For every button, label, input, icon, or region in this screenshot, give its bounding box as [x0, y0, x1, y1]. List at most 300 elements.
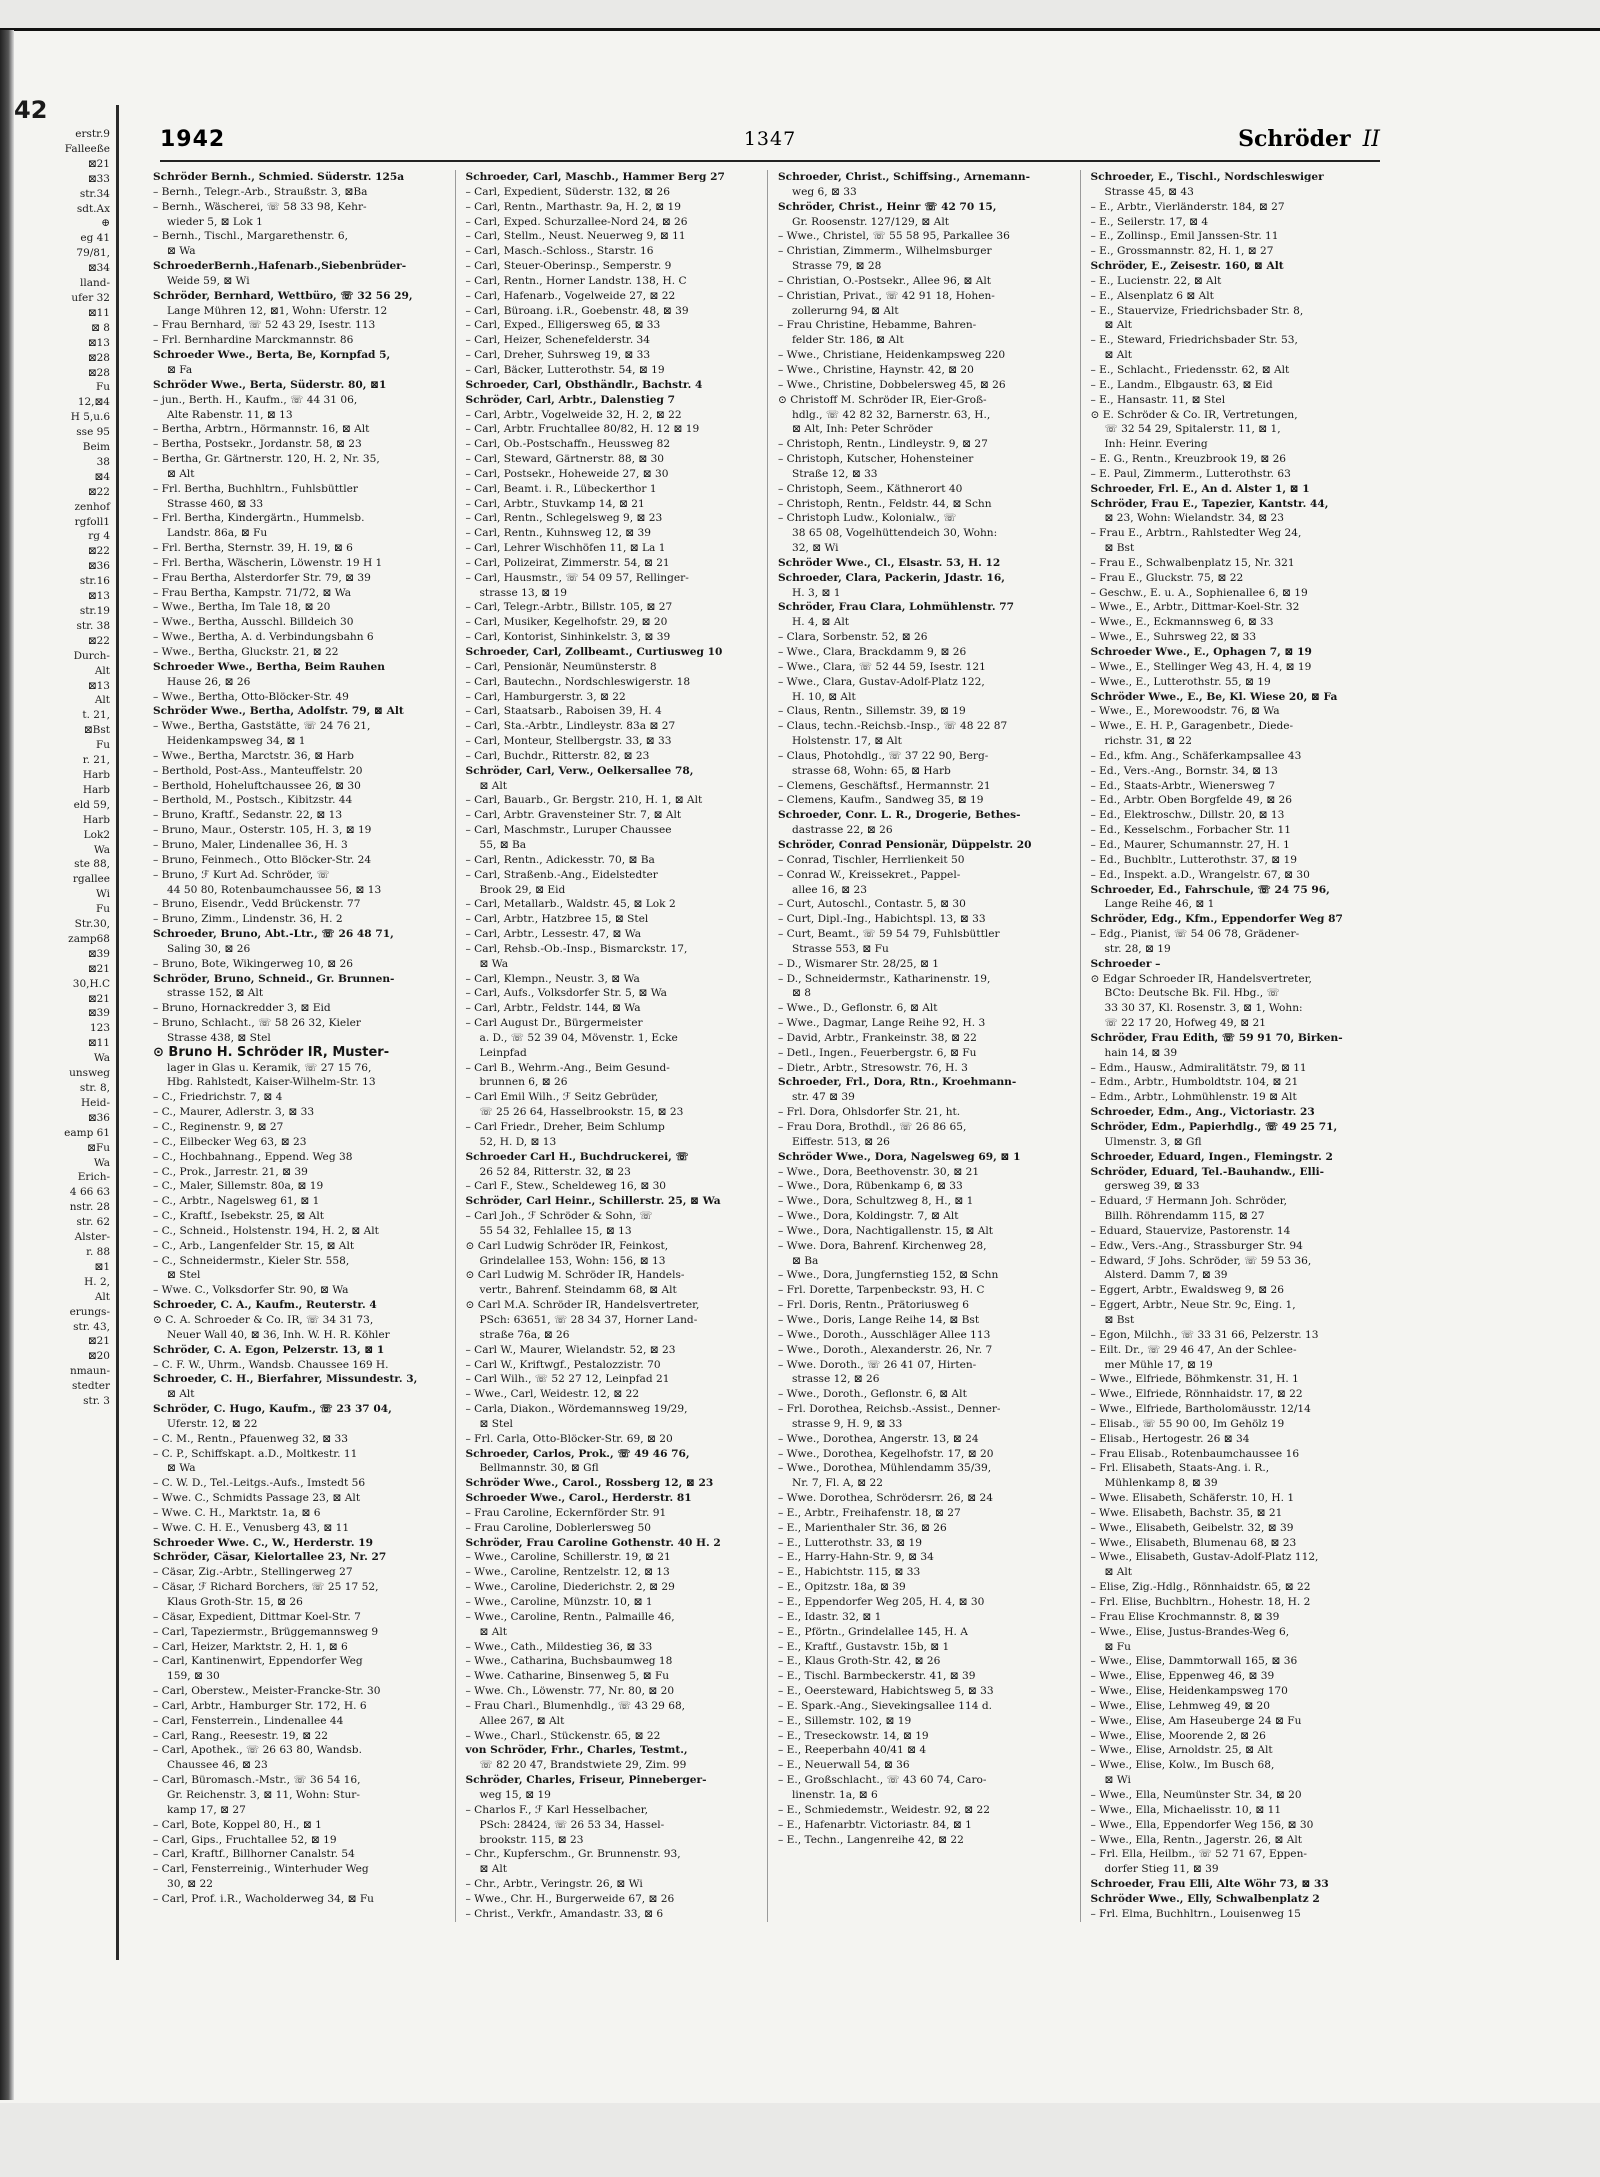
directory-entry: – Eduard, ℱ Hermann Joh. Schröder,	[1090, 1195, 1287, 1208]
directory-entry: – Frau Dora, Brothdl., ☏ 26 86 65,	[778, 1121, 967, 1133]
directory-entry: dorfer Stieg 11, ⊠ 39	[1104, 1863, 1219, 1876]
directory-entry: Schroeder, Frau Elli, Alte Wöhr 73, ⊠ 33	[1090, 1878, 1329, 1891]
directory-entry: – Wwe., Elise, Am Haseuberge 24 ⊠ Fu	[1090, 1714, 1302, 1727]
directory-entry: Schroeder, C. H., Bierfahrer, Missundestr. 3,	[153, 1373, 418, 1386]
previous-page-line: ⊠33	[87, 172, 110, 185]
directory-entry: – E., Oeersteward, Habichtsweg 5, ⊠ 33	[778, 1685, 994, 1698]
directory-entry: – Wwe., Dora, Nachtigallenstr. 15, ⊠ Alt	[778, 1224, 994, 1237]
directory-column-3	[778, 170, 1081, 1922]
previous-page-line: r. 88	[86, 1245, 110, 1258]
directory-entry: – Carl, Monteur, Stellbergstr. 33, ⊠ 33	[465, 735, 672, 748]
directory-column-2	[466, 170, 769, 1922]
directory-entry: – Carl, Klempn., Neustr. 3, ⊠ Wa	[465, 972, 640, 985]
directory-entry: – Carl, Arbtr., Vogelweide 32, H. 2, ⊠ 22	[465, 408, 682, 421]
directory-entry: – E., Techn., Langenreihe 42, ⊠ 22	[778, 1833, 964, 1846]
directory-entry: strasse 13, ⊠ 19	[479, 586, 568, 599]
directory-entry: Schröder, Carl, Verw., Oelkersallee 78,	[465, 764, 694, 777]
directory-entry: – Wwe., Bertha, Gluckstr. 21, ⊠ 22	[153, 646, 339, 658]
directory-entry: 30, ⊠ 22	[167, 1878, 213, 1891]
directory-entry: – Carl, Heizer, Marktstr. 2, H. 1, ⊠ 6	[153, 1640, 348, 1653]
directory-entry: – Wwe. Elisabeth, Schäferstr. 10, H. 1	[1090, 1492, 1295, 1505]
directory-entry: – Carla, Diakon., Wördemannsweg 19/29,	[465, 1403, 688, 1416]
directory-entry: – E., Eppendorfer Weg 205, H. 4, ⊠ 30	[778, 1596, 985, 1608]
directory-entry: – Carl, Rang., Reesestr. 19, ⊠ 22	[153, 1729, 329, 1742]
previous-page-line: ⊠21	[87, 157, 110, 170]
directory-entry: 159, ⊠ 30	[167, 1670, 220, 1683]
directory-entry: mer Mühle 17, ⊠ 19	[1104, 1358, 1213, 1371]
directory-entry: Weide 59, ⊠ Wi	[167, 274, 250, 287]
directory-entry: – Clemens, Geschäftsf., Hermannstr. 21	[778, 779, 991, 792]
page-divider	[116, 105, 119, 1960]
directory-entry: – Carl, Maschmstr., Luruper Chaussee	[465, 824, 672, 837]
directory-entry: – Frau Charl., Blumenhdlg., ☏ 43 29 68,	[465, 1699, 686, 1712]
directory-entry: – Carl, Prof. i.R., Wacholderweg 34, ⊠ Fu	[153, 1892, 374, 1905]
directory-entry: – E., Kraftf., Gustavstr. 15b, ⊠ 1	[778, 1640, 950, 1653]
directory-entry: – Wwe., Clara, Gustav-Adolf-Platz 122,	[778, 675, 985, 688]
directory-entry: – Wwe., Caroline, Rentzelstr. 12, ⊠ 13	[465, 1566, 670, 1579]
directory-entry: – Frau Elise Krochmannstr. 8, ⊠ 39	[1090, 1610, 1280, 1623]
page-header	[160, 118, 1380, 162]
directory-entry: – Carl, Rentn., Schlegelsweg 9, ⊠ 23	[465, 512, 663, 525]
directory-entry: Schroeder, Carl, Obsthändlr., Bachstr. 4	[465, 378, 703, 391]
previous-page-line: zamp68	[68, 932, 110, 945]
directory-entry: – Wwe., Elisabeth, Blumenau 68, ⊠ 23	[1090, 1536, 1297, 1549]
directory-entry: – Ed., Buchbltr., Lutterothstr. 37, ⊠ 19	[1090, 853, 1298, 866]
firm-entry: ⊙ Christoff M. Schröder IR, Eier-Groß-	[778, 393, 1076, 408]
directory-entry: PSch: 63651, ☏ 28 34 37, Horner Land-	[479, 1313, 698, 1326]
previous-page-line: 4 66 63	[69, 1186, 110, 1199]
previous-page-line: Beim	[82, 441, 110, 454]
directory-entry: – Carl, Exped., Elligersweg 65, ⊠ 33	[465, 319, 661, 332]
directory-entry: – E., Landm., Elbgaustr. 63, ⊠ Eid	[1090, 378, 1273, 391]
directory-entry: – Frl. Dorothea, Reichsb.-Assist., Denner-	[778, 1403, 1001, 1416]
directory-entry: – Frau Elisab., Rotenbaumchaussee 16	[1090, 1447, 1300, 1460]
directory-entry: – Carl August Dr., Bürgermeister	[465, 1017, 643, 1030]
directory-entry: – Chr., Arbtr., Veringstr. 26, ⊠ Wi	[465, 1878, 643, 1891]
directory-entry: Chaussee 46, ⊠ 23	[167, 1759, 268, 1772]
directory-entry: Lange Mühren 12, ⊠1, Wohn: Uferstr. 12	[167, 304, 388, 317]
directory-entry: – Wwe., E., Suhrsweg 22, ⊠ 33	[1090, 631, 1257, 644]
directory-entry: weg 15, ⊠ 19	[479, 1788, 551, 1801]
directory-entry: – E., Sillemstr. 102, ⊠ 19	[778, 1714, 912, 1727]
directory-entry: ☏ 82 20 47, Brandstwiete 29, Zim. 99	[479, 1759, 687, 1772]
previous-page-line: eld 59,	[73, 798, 110, 811]
directory-entry: allee 16, ⊠ 23	[792, 883, 867, 896]
directory-entry: – Elise, Zig.-Hdlg., Rönnhaidstr. 65, ⊠ 22	[1090, 1581, 1311, 1594]
directory-entry: BCto: Deutsche Bk. Fil. Hbg., ☏	[1104, 987, 1280, 1000]
directory-entry: Alsterd. Damm 7, ⊠ 39	[1104, 1269, 1228, 1282]
directory-entry: – Bertha, Arbtrn., Hörmannstr. 16, ⊠ Alt	[153, 423, 370, 436]
directory-entry: – E., Pförtn., Grindelallee 145, H. A	[778, 1625, 968, 1638]
header-year: 1942	[160, 126, 226, 152]
directory-entry: Schröder, Frau E., Tapezier, Kantstr. 44,	[1090, 497, 1329, 510]
directory-entry: – Wwe., Elise, Heidenkampsweg 170	[1090, 1685, 1288, 1698]
directory-entry: – E., Klaus Groth-Str. 42, ⊠ 26	[778, 1655, 941, 1668]
directory-entry: – Wwe., E., Morewoodstr. 76, ⊠ Wa	[1090, 705, 1280, 718]
directory-entry: – David, Arbtr., Frankeinstr. 38, ⊠ 22	[778, 1031, 977, 1044]
directory-entry: – Wwe. Catharine, Binsenweg 5, ⊠ Fu	[465, 1670, 670, 1683]
directory-entry: – Carl, Gips., Fruchtallee 52, ⊠ 19	[153, 1833, 337, 1846]
previous-page-line: ⊠4	[94, 470, 110, 483]
directory-entry: – C., Reginenstr. 9, ⊠ 27	[153, 1121, 284, 1133]
directory-entry: – Frl. Dorette, Tarpenbeckstr. 93, H. C	[778, 1284, 985, 1297]
directory-entry: – Wwe., Dorothea, Mühlendamm 35/39,	[778, 1462, 992, 1475]
directory-entry: – Carl Wilh., ☏ 52 27 12, Leinpfad 21	[465, 1373, 670, 1386]
directory-entry: wieder 5, ⊠ Lok 1	[167, 215, 263, 228]
directory-entry: – Clemens, Kaufm., Sandweg 35, ⊠ 19	[778, 794, 984, 807]
directory-entry: Ulmenstr. 3, ⊠ Gfl	[1104, 1135, 1202, 1148]
directory-entry: Schroeder, E., Tischl., Nordschleswiger	[1090, 171, 1324, 183]
previous-page-line: ⊠ 8	[91, 321, 110, 334]
previous-page-line: H 5,u.6	[70, 411, 110, 424]
directory-entry: – Wwe., Charl., Stückenstr. 65, ⊠ 22	[465, 1729, 661, 1742]
directory-entry: – E., Arbtr., Freihafenstr. 18, ⊠ 27	[778, 1506, 961, 1519]
previous-page-line: zenhof	[74, 500, 110, 513]
directory-entry: – Wwe., E., Lutterothstr. 55, ⊠ 19	[1090, 675, 1271, 688]
previous-page-line: str.19	[79, 605, 110, 617]
directory-entry: ⊠ Alt	[479, 1863, 508, 1876]
header-section	[1238, 126, 1380, 152]
directory-entry: Schröder Wwe., E., Be, Kl. Wiese 20, ⊠ Fa	[1090, 690, 1338, 703]
directory-entry: – Wwe., Dagmar, Lange Reihe 92, H. 3	[778, 1017, 986, 1030]
directory-entry: – Carl B., Wehrm.-Ang., Beim Gesund-	[465, 1061, 670, 1074]
directory-entry: – Wwe., Christel, ☏ 55 58 95, Parkallee 36	[778, 230, 1010, 243]
directory-entry: Schröder, Cäsar, Kielortallee 23, Nr. 27	[153, 1551, 387, 1564]
directory-entry: – Carl, Arbtr., Hamburger Str. 172, H. 6	[153, 1699, 367, 1712]
directory-entry: ⊠ Wi	[1104, 1774, 1131, 1787]
directory-entry: strasse 68, Wohn: 65, ⊠ Harb	[792, 764, 951, 777]
directory-entry: – Frau Christine, Hebamme, Bahren-	[778, 319, 977, 332]
previous-page-line: str.34	[79, 187, 110, 200]
directory-entry: – Carl W., Maurer, Wielandstr. 52, ⊠ 23	[465, 1343, 676, 1356]
directory-entry: – Carl, Hafenarb., Vogelweide 27, ⊠ 22	[465, 289, 676, 302]
directory-entry: strasse 12, ⊠ 26	[792, 1373, 880, 1386]
directory-entry: ⊠ Fa	[167, 363, 193, 376]
previous-page-line: Harb	[82, 813, 110, 826]
directory-entry: – Frl. Ella, Heilbm., ☏ 52 71 67, Eppen-	[1090, 1848, 1307, 1861]
directory-entry: Schröder, Eduard, Tel.-Bauhandw., Elli-	[1090, 1165, 1325, 1178]
directory-entry: strasse 9, H. 9, ⊠ 33	[792, 1417, 903, 1430]
directory-entry: H. 10, ⊠ Alt	[792, 690, 856, 703]
directory-entry: – Dietr., Arbtr., Stresowstr. 76, H. 3	[778, 1061, 968, 1074]
directory-entry: Schröder, Conrad Pensionär, Düppelstr. 20	[778, 838, 1032, 851]
directory-entry: – Wwe., Doroth., Alexanderstr. 26, Nr. 7	[778, 1343, 993, 1356]
directory-entry: straße 76a, ⊠ 26	[479, 1328, 570, 1341]
directory-entry: Schroeder, Bruno, Abt.-Ltr., ☏ 26 48 71,	[153, 928, 394, 941]
directory-entry: – Eduard, Stauervize, Pastorenstr. 14	[1090, 1224, 1291, 1237]
directory-entry: – Carl, Exped. Schurzallee-Nord 24, ⊠ 26	[465, 215, 688, 228]
directory-entry: – Ed., Arbtr. Oben Borgfelde 49, ⊠ 26	[1090, 794, 1293, 807]
directory-entry: Schroeder Wwe., E., Ophagen 7, ⊠ 19	[1090, 646, 1312, 658]
previous-page-line: ⊠22	[87, 634, 110, 647]
directory-entry: – Carl Emil Wilh., ℱ Seitz Gebrüder,	[465, 1091, 659, 1104]
previous-page-line: Alt	[94, 1290, 110, 1303]
directory-entry: – C., Schneid., Holstenstr. 194, H. 2, ⊠ Alt	[153, 1224, 379, 1237]
directory-entry: – Wwe., Catharina, Buchsbaumweg 18	[465, 1655, 673, 1668]
directory-entry: – Curt, Dipl.-Ing., Habichtspl. 13, ⊠ 33	[778, 913, 986, 926]
directory-entry: – Carl, Fensterrein., Lindenallee 44	[153, 1714, 344, 1727]
directory-entry: – Carl Joh., ℱ Schröder & Sohn, ☏	[465, 1210, 653, 1223]
directory-entry: Schroeder, Conr. L. R., Drogerie, Bethes-	[778, 809, 1021, 822]
previous-page-line: Wa	[93, 843, 110, 856]
directory-entry: – Wwe., Doroth., Ausschläger Allee 113	[778, 1328, 991, 1341]
directory-entry: Strasse 79, ⊠ 28	[792, 260, 882, 273]
directory-entry: Schröder, Edg., Kfm., Eppendorfer Weg 87	[1090, 913, 1343, 926]
directory-entry: Schroeder, Carl, Maschb., Hammer Berg 27	[465, 171, 725, 183]
directory-entry: – E., Hansastr. 11, ⊠ Stel	[1090, 393, 1226, 406]
previous-page-line: Fu	[95, 381, 110, 394]
directory-entry: – Wwe., Clara, ☏ 52 44 59, Isestr. 121	[778, 660, 986, 673]
directory-entry: Schröder Wwe., Elly, Schwalbenplatz 2	[1090, 1892, 1320, 1905]
directory-entry: – C. M., Rentn., Pfauenweg 32, ⊠ 33	[153, 1432, 349, 1445]
directory-entry: – Bertha, Postsekr., Jordanstr. 58, ⊠ 23	[153, 438, 362, 451]
directory-entry: – Wwe., Caroline, Rentn., Palmaille 46,	[465, 1610, 675, 1623]
directory-entry: – Carl, Arbtr., Hatzbree 15, ⊠ Stel	[465, 913, 649, 926]
directory-entry: – Wwe., Christine, Dobbelersweg 45, ⊠ 26	[778, 378, 1006, 391]
directory-entry: ⊠ 8	[792, 987, 811, 1000]
directory-entry: – Carl, Steuer-Oberinsp., Semperstr. 9	[465, 260, 672, 273]
directory-entry: – C., Eilbecker Weg 63, ⊠ 23	[153, 1135, 307, 1148]
directory-entry: – Eggert, Arbtr., Neue Str. 9c, Eing. 1,	[1090, 1299, 1296, 1312]
previous-page-line: Fu	[95, 903, 110, 916]
directory-entry: – Ed., Vers.-Ang., Bornstr. 34, ⊠ 13	[1090, 764, 1278, 777]
directory-entry: – Wwe., Cath., Mildestieg 36, ⊠ 33	[465, 1640, 653, 1653]
directory-entry: – E., Reeperbahn 40/41 ⊠ 4	[778, 1744, 927, 1757]
previous-page-line: Fu	[95, 739, 110, 752]
directory-entry: – Wwe., Bertha, A. d. Verbindungsbahn 6	[153, 631, 374, 644]
directory-entry: – Wwe., Dorothea, Kegelhofstr. 17, ⊠ 20	[778, 1447, 994, 1460]
directory-entry: Schroeder, Ed., Fahrschule, ☏ 24 75 96,	[1090, 883, 1330, 896]
previous-page-line: eg 41	[80, 232, 110, 245]
directory-entry: – Eggert, Arbtr., Ewaldsweg 9, ⊠ 26	[1090, 1284, 1284, 1297]
directory-entry: – Wwe., Elise, Lehmweg 49, ⊠ 20	[1090, 1699, 1271, 1712]
directory-entry: – Bruno, Eisendr., Vedd Brückenstr. 77	[153, 898, 361, 911]
directory-entry: ⊠ Alt	[479, 1625, 508, 1638]
previous-page-line: Wa	[93, 1156, 110, 1169]
directory-entry: – E., Tischl. Barmbeckerstr. 41, ⊠ 39	[778, 1670, 976, 1683]
directory-entry: – Wwe., Dora, Jungfernstieg 152, ⊠ Schn	[778, 1269, 999, 1282]
directory-entry: – Carl, Oberstew., Meister-Francke-Str. 30	[153, 1685, 381, 1698]
directory-entry: Schröder, Carl Heinr., Schillerstr. 25, ⊠ Wa	[465, 1195, 721, 1208]
directory-entry: – Wwe., Doris, Lange Reihe 14, ⊠ Bst	[778, 1313, 980, 1326]
directory-entry: – E., Opitzstr. 18a, ⊠ 39	[778, 1581, 906, 1594]
previous-page-line: sdt.Ax	[76, 202, 110, 215]
previous-page-line: str. 3	[83, 1395, 110, 1408]
directory-entry: linenstr. 1a, ⊠ 6	[792, 1788, 878, 1801]
directory-entry: – Edm., Arbtr., Lohmühlenstr. 19 ⊠ Alt	[1090, 1091, 1297, 1104]
directory-entry: – Christoph, Seem., Käthnerort 40	[778, 482, 963, 495]
directory-entry: – C. P., Schiffskapt. a.D., Moltkestr. 11	[153, 1447, 358, 1460]
directory-entry: – Wwe., Elise, Moorende 2, ⊠ 26	[1090, 1729, 1266, 1742]
directory-entry: Hause 26, ⊠ 26	[167, 675, 251, 688]
firm-entry: ⊙ E. Schröder & Co. IR, Vertretungen,	[1091, 408, 1390, 423]
directory-entry: – Carl, Tapeziermstr., Brüggemannsweg 9	[153, 1625, 379, 1638]
directory-entry: Saling 30, ⊠ 26	[167, 942, 251, 955]
directory-entry: – C., Arbtr., Nagelsweg 61, ⊠ 1	[153, 1195, 320, 1208]
directory-entry: Hbg. Rahlstedt, Kaiser-Wilhelm-Str. 13	[167, 1076, 376, 1089]
directory-entry: zollerurng 94, ⊠ Alt	[792, 304, 899, 317]
directory-entry: Neuer Wall 40, ⊠ 36, Inh. W. H. R. Köhler	[167, 1328, 390, 1341]
previous-page-line: stedter	[72, 1380, 110, 1393]
directory-entry: Strasse 45, ⊠ 43	[1104, 185, 1194, 198]
directory-entry: Schroeder Wwe., Carol., Herderstr. 81	[465, 1492, 692, 1505]
directory-entry: – Wwe., Elise, Eppenweg 46, ⊠ 39	[1090, 1670, 1275, 1683]
directory-entry: – E., Neuerwall 54, ⊠ 36	[778, 1759, 910, 1772]
directory-entry: Gr. Reichenstr. 3, ⊠ 11, Wohn: Stur-	[167, 1788, 360, 1801]
directory-entry: – Carl, Kraftf., Billhorner Canalstr. 54	[153, 1848, 355, 1861]
header-section-number: II	[1362, 127, 1380, 152]
directory-entry: – Wwe., Clara, Brackdamm 9, ⊠ 26	[778, 646, 967, 658]
directory-entry: – C., Prok., Jarrestr. 21, ⊠ 39	[153, 1165, 308, 1178]
directory-entry: Schröder Wwe., Carol., Rossberg 12, ⊠ 23	[465, 1477, 714, 1490]
directory-entry: – Bernh., Telegr.-Arb., Straußstr. 3, ⊠Ba	[153, 185, 368, 198]
previous-page-line: Str.30,	[74, 918, 110, 931]
directory-entry: – E., Arbtr., Vierländerstr. 184, ⊠ 27	[1090, 200, 1285, 213]
previous-page-line: ⊠Bst	[83, 724, 110, 737]
directory-entry: Schröder, Frau Clara, Lohmühlenstr. 77	[778, 601, 1014, 614]
previous-page-line: Durch-	[73, 649, 110, 662]
directory-entry: – D., Wismarer Str. 28/25, ⊠ 1	[778, 957, 939, 970]
directory-entry: – Wwe., Ella, Eppendorfer Weg 156, ⊠ 30	[1090, 1818, 1314, 1831]
directory-entry: – Carl, Steward, Gärtnerstr. 88, ⊠ 30	[465, 453, 665, 466]
directory-entry: lager in Glas u. Keramik, ☏ 27 15 76,	[167, 1061, 372, 1074]
directory-entry: – C. W. D., Tel.-Leitgs.-Aufs., Imstedt 56	[153, 1477, 366, 1490]
header-page-number: 1347	[743, 128, 797, 150]
directory-entry: Schroeder Wwe. C., W., Herderstr. 19	[153, 1536, 374, 1549]
previous-page-line: rgfoll1	[74, 515, 110, 528]
directory-entry: – Conrad W., Kreissekret., Pappel-	[778, 868, 961, 881]
directory-entry: ⊠ Alt	[479, 779, 508, 792]
directory-entry: Schröder, E., Zeisestr. 160, ⊠ Alt	[1090, 260, 1284, 273]
directory-entry: – Ed., Elektroschw., Dillstr. 20, ⊠ 13	[1090, 809, 1285, 822]
previous-page-line: ⊠11	[87, 306, 110, 319]
firm-entry: ⊙ Carl Ludwig Schröder IR, Feinkost,	[466, 1239, 764, 1254]
directory-entry: str. 47 ⊠ 39	[792, 1091, 855, 1104]
previous-page-line: ufer 32	[71, 291, 110, 304]
directory-entry: – Carl, Arbtr., Stuvkamp 14, ⊠ 21	[465, 497, 645, 510]
previous-page-line: eamp 61	[64, 1126, 110, 1139]
directory-entry: – Ed., kfm. Ang., Schäferkampsallee 43	[1090, 749, 1302, 762]
directory-entry: – Ed., Inspekt. a.D., Wrangelstr. 67, ⊠ 30	[1090, 868, 1310, 881]
directory-entry: – Carl, Stellm., Neust. Neuerweg 9, ⊠ 11	[465, 230, 686, 243]
directory-entry: – Wwe. C., Volksdorfer Str. 90, ⊠ Wa	[153, 1284, 349, 1297]
directory-columns	[153, 170, 1393, 1920]
directory-entry: – Carl W., Kriftwgf., Pestalozzistr. 70	[465, 1358, 661, 1371]
directory-entry: – Carl, Aufs., Volksdorfer Str. 5, ⊠ Wa	[465, 987, 668, 1000]
directory-entry: – Charlos F., ℱ Karl Hesselbacher,	[465, 1803, 649, 1816]
directory-entry: Landstr. 86a, ⊠ Fu	[167, 527, 268, 540]
directory-entry: ⊠ Alt	[167, 467, 195, 480]
directory-entry: Schröder Wwe., Berta, Süderstr. 80, ⊠1	[153, 378, 387, 391]
directory-entry: – Wwe., Ella, Michaelisstr. 10, ⊠ 11	[1090, 1803, 1282, 1816]
directory-entry: – Edm., Arbtr., Humboldtstr. 104, ⊠ 21	[1090, 1076, 1299, 1089]
directory-entry: – Christian, Zimmerm., Wilhelmsburger	[778, 245, 992, 258]
directory-entry: – Frl. Bernhardine Marckmannstr. 86	[153, 334, 354, 347]
directory-entry: – Carl, Heizer, Schenefelderstr. 34	[465, 334, 651, 347]
directory-entry: – Berthold, Hoheluftchaussee 26, ⊠ 30	[153, 779, 361, 792]
directory-entry: – Wwe., Bertha, Otto-Blöcker-Str. 49	[153, 690, 349, 703]
previous-page-line: str. 43,	[73, 1320, 110, 1333]
firm-entry: ⊙ C. A. Schroeder & Co. IR, ☏ 34 31 73,	[153, 1313, 451, 1328]
directory-entry: – Edw., Vers.-Ang., Strassburger Str. 94	[1090, 1239, 1303, 1252]
previous-page-line: str.16	[79, 575, 110, 588]
directory-entry: Allee 267, ⊠ Alt	[479, 1714, 565, 1727]
directory-entry: – Frl. Bertha, Wäscherin, Löwenstr. 19 H 1	[153, 556, 383, 569]
directory-entry: – Wwe., Elise, Arnoldstr. 25, ⊠ Alt	[1090, 1744, 1273, 1757]
directory-entry: Inh: Heinr. Evering	[1104, 438, 1208, 451]
directory-entry: – Wwe. Ch., Löwenstr. 77, Nr. 80, ⊠ 20	[465, 1685, 675, 1698]
directory-entry: – Eilt. Dr., ☏ 29 46 47, An der Schlee-	[1090, 1343, 1297, 1356]
directory-entry: – Wwe., Bertha, Marctstr. 36, ⊠ Harb	[153, 749, 354, 762]
previous-page-line: Harb	[82, 768, 110, 781]
directory-entry: – Frau Caroline, Eckernförder Str. 91	[465, 1506, 667, 1519]
directory-entry: H. 4, ⊠ Alt	[792, 616, 849, 629]
directory-entry: 26 52 84, Ritterstr. 32, ⊠ 23	[479, 1165, 631, 1178]
directory-entry: – E., Stauervize, Friedrichsbader Str. 8,	[1090, 304, 1304, 317]
directory-entry: – Carl, Arbtr., Lessestr. 47, ⊠ Wa	[465, 928, 642, 941]
directory-entry: ⊠ Alt, Inh: Peter Schröder	[792, 423, 933, 436]
directory-entry: – E., Idastr. 32, ⊠ 1	[778, 1610, 882, 1623]
directory-entry: – E., Habichtstr. 115, ⊠ 33	[778, 1566, 921, 1579]
firm-entry: ⊙ Carl M.A. Schröder IR, Handelsvertreter,	[466, 1298, 764, 1313]
directory-entry: – Wwe., Elisabeth, Gustav-Adolf-Platz 112,	[1090, 1551, 1319, 1564]
directory-entry: – Ed., Staats-Arbtr., Wienersweg 7	[1090, 779, 1276, 792]
directory-entry: brookstr. 115, ⊠ 23	[479, 1833, 584, 1846]
directory-entry: – Chr., Kupferschm., Gr. Brunnenstr. 93,	[465, 1848, 681, 1861]
directory-entry: – Carl, Bote, Koppel 80, H., ⊠ 1	[153, 1818, 322, 1831]
directory-entry: – Wwe., Dora, Koldingstr. 7, ⊠ Alt	[778, 1210, 959, 1223]
directory-entry: – C., Arb., Langenfelder Str. 15, ⊠ Alt	[153, 1239, 355, 1252]
directory-entry: Schröder, Frau Caroline Gothenstr. 40 H. 2	[465, 1536, 721, 1549]
directory-entry: – E., Marienthaler Str. 36, ⊠ 26	[778, 1521, 947, 1534]
directory-entry: – E. Paul, Zimmerm., Lutterothstr. 63	[1090, 467, 1291, 480]
previous-page-line: ⊠20	[87, 1350, 110, 1363]
directory-entry: – Wwe., Elisabeth, Geibelstr. 32, ⊠ 39	[1090, 1521, 1294, 1534]
directory-entry: – Bruno, Maler, Lindenallee 36, H. 3	[153, 838, 348, 851]
directory-entry: – E., Großschlacht., ☏ 43 60 74, Caro-	[778, 1774, 987, 1787]
directory-entry: – Bernh., Tischl., Margarethenstr. 6,	[153, 230, 348, 243]
previous-page-line: nstr. 28	[69, 1201, 110, 1214]
directory-entry: – Bruno, ℱ Kurt Ad. Schröder, ☏	[153, 868, 330, 881]
directory-entry: – Carl, Musiker, Kegelhofstr. 29, ⊠ 20	[465, 616, 668, 629]
directory-entry: – Clara, Sorbenstr. 52, ⊠ 26	[778, 631, 928, 644]
directory-entry: – Frl. Elisabeth, Staats-Ang. i. R.,	[1090, 1462, 1270, 1475]
previous-page-line: ⊠39	[87, 1007, 110, 1020]
directory-entry: – Carl, Kontorist, Sinhinkelstr. 3, ⊠ 39	[465, 631, 671, 644]
directory-entry: Schroeder, Frl., Dora, Rtn., Kroehmann-	[778, 1076, 1017, 1089]
directory-entry: – Carl, Pensionär, Neumünsterstr. 8	[465, 660, 657, 673]
previous-page-line: ⊠28	[87, 351, 110, 364]
directory-entry: – Carl, Rentn., Adickesstr. 70, ⊠ Ba	[465, 853, 655, 866]
previous-page-line: ⊠39	[87, 947, 110, 960]
directory-entry: – Carl, Metallarb., Waldstr. 45, ⊠ Lok 2	[465, 898, 676, 911]
previous-page-line: 123	[89, 1022, 110, 1035]
directory-entry: vertr., Bahrenf. Steindamm 68, ⊠ Alt	[479, 1284, 677, 1297]
directory-entry: Schröder, Frau Edith, ☏ 59 91 70, Birken-	[1090, 1031, 1343, 1044]
directory-entry: – Carl, Bauarb., Gr. Bergstr. 210, H. 1, ⊠ Alt	[465, 794, 703, 807]
directory-entry: – C., Friedrichstr. 7, ⊠ 4	[153, 1091, 283, 1104]
directory-entry: – Frau Bernhard, ☏ 52 43 29, Isestr. 113	[153, 319, 376, 332]
directory-entry: ⊠ Wa	[167, 1462, 196, 1475]
directory-entry: – Wwe., E., Arbtr., Dittmar-Koel-Str. 32	[1090, 601, 1300, 614]
directory-entry: – Bruno, Zimm., Lindenstr. 36, H. 2	[153, 913, 343, 926]
directory-entry: – Frl. Carla, Otto-Blöcker-Str. 69, ⊠ 20	[465, 1432, 673, 1445]
directory-entry: – Carl, Arbtr. Fruchtallee 80/82, H. 12 ⊠ 19	[465, 423, 700, 436]
directory-entry: – Carl, Rentn., Marthastr. 9a, H. 2, ⊠ 19	[465, 200, 681, 213]
directory-entry: – Wwe., Carl, Weidestr. 12, ⊠ 22	[465, 1388, 640, 1401]
directory-entry: – Carl F., Stew., Scheldeweg 16, ⊠ 30	[465, 1180, 667, 1193]
previous-page-line: ⊠1	[94, 1260, 110, 1273]
